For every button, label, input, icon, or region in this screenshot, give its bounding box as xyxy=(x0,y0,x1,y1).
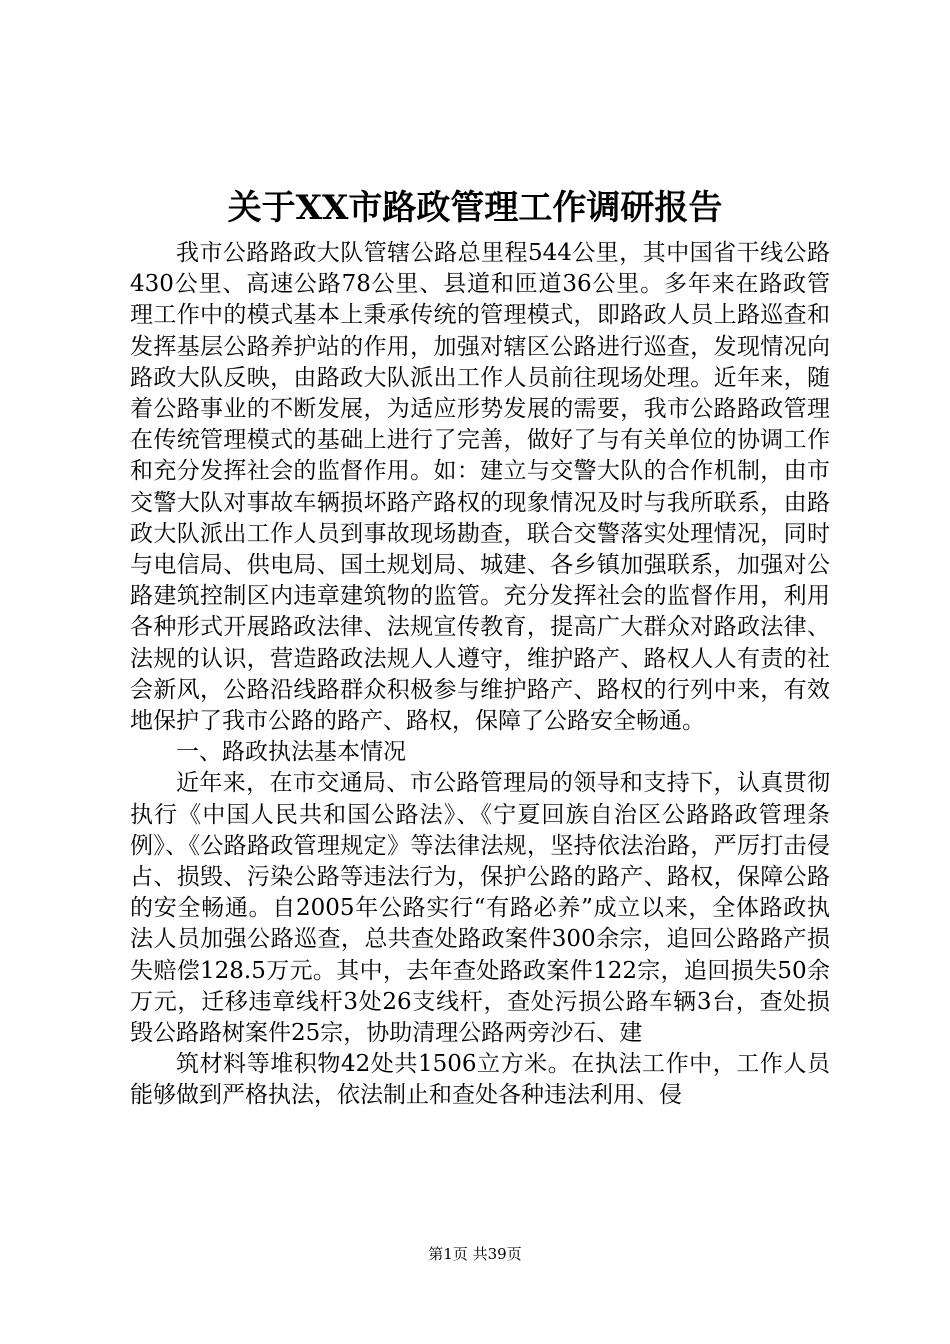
document-title: 关于XX市路政管理工作调研报告 xyxy=(227,188,723,228)
paragraph-continuation: 筑材料等堆积物42处共1506立方米。在执法工作中，工作人员能够做到严格执法，依法制止和查处各种违法利用、侵 xyxy=(130,1051,830,1109)
section-heading-law-enforcement: 一、路政执法基本情况 xyxy=(176,739,406,766)
page-number-footer: 第1页 共39页 xyxy=(428,1245,522,1263)
paragraph-law-enforcement: 近年来，在市交通局、市公路管理局的领导和支持下，认真贯彻执行《中国人民共和国公路法》、《宁夏回族自治区公路路政管理条例》、《公路路政管理规定》等法律法规，坚持依法治路，严厉打击侵占、损毁、污染公路等违法行为，保护公路的路产、路权，保障公路的安全畅通。自2005年公路实行“有路必养”成立以来，全体路政执法人员加强公路巡查，总共查处路政案件300余宗，追回公路路产损失赔偿128.5万元。其中，去年查处路政案件122宗，追回损失50余万元，迁移违章线杆3处26支线杆，查处污损公路车辆3台，查处损毁公路路树案件25宗，协助清理公路两旁沙石、建 xyxy=(130,770,830,1047)
document-body xyxy=(130,238,830,1112)
paragraph-intro: 我市公路路政大队管辖公路总里程544公里，其中国省干线公路430公里、高速公路78公里、县道和匝道36公里。多年来在路政管理工作中的模式基本上秉承传统的管理模式，即路政人员上路巡查和发挥基层公路养护站的作用，加强对辖区公路进行巡查，发现情况向路政大队反映，由路政大队派出工作人员前往现场处理。近年来，随着公路事业的不断发展，为适应形势发展的需要，我市公路路政管理在传统管理模式的基础上进行了完善，做好了与有关单位的协调工作和充分发挥社会的监督作用。如：建立与交警大队的合作机制，由市交警大队对事故车辆损坏路产路权的现象情况及时与我所联系，由路政大队派出工作人员到事故现场勘查，联合交警落实处理情况，同时与电信局、供电局、国土规划局、城建、各乡镇加强联系，加强对公路建筑控制区内违章建筑物的监管。充分发挥社会的监督作用，利用各种形式开展路政法律、法规宣传教育，提高广大群众对路政法律、法规的认识，营造路政法规人人遵守，维护路产、路权人人有责的社会新风，公路沿线路群众积极参与维护路产、路权的行列中来，有效地保护了我市公路的路产、路权，保障了公路安全畅通。 xyxy=(130,240,830,735)
